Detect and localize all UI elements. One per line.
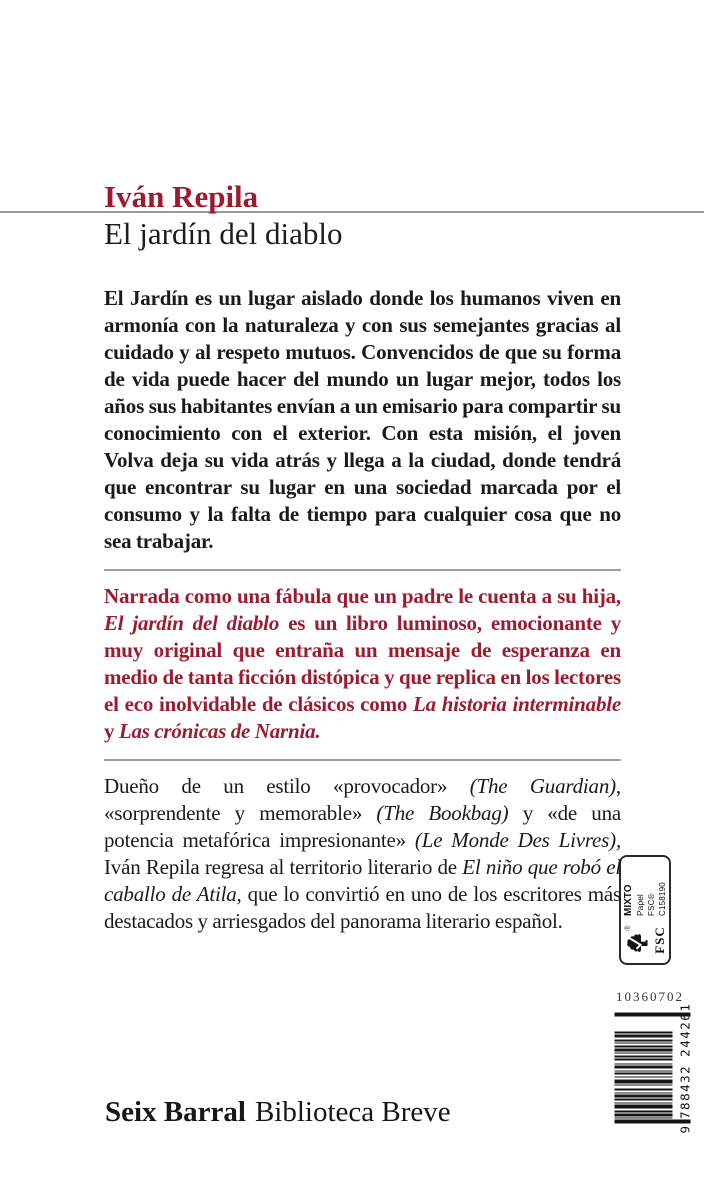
fsc-wordmark: FSC xyxy=(651,926,667,954)
publisher-footer xyxy=(105,1096,451,1129)
isbn-lead-digit: 9 xyxy=(677,1125,693,1134)
fsc-mix-label: MIXTO xyxy=(622,884,634,916)
barcode-bars xyxy=(615,1024,673,1124)
fsc-tree-checkmark-icon xyxy=(624,925,653,954)
blurb-paragraph: Narrada como una fábula que un padre le cuenta a su hija, El jardín del diablo es un libro luminoso, emocionante y muy original que entraña un mensaje de esperanza en medio de tanta ficción distópica y que replica en los lectores el eco inolvidable de clásicos como La historia interminable y Las crónicas de Narnia. xyxy=(104,584,622,743)
fsc-text-lines xyxy=(623,862,668,922)
press-reviews-paragraph: Dueño de un estilo «provocador» (The Guardian), «sorprendente y memorable» (The Bookbag) y «de una potencia metafórica impresionante» (Le Monde Des Livres), Iván Repila regresa al territorio literario de El niño que robó el caballo de Atila, que lo convirtió en uno de los escritores más destacados y arriesgados del panorama literario español. xyxy=(104,774,621,933)
blurb-divider-top xyxy=(104,569,621,571)
author-name: Iván Repila xyxy=(104,179,259,214)
blurb-divider-bottom xyxy=(104,759,621,761)
fsc-paper-label: Papel xyxy=(634,894,645,916)
print-code-number: 10360702 xyxy=(616,989,684,1004)
book-title: El jardín del diablo xyxy=(104,216,343,251)
fsc-certification-label xyxy=(619,855,671,965)
publisher-collection: Biblioteca Breve xyxy=(254,1096,451,1128)
text-column xyxy=(104,180,621,935)
registered-trademark-symbol: ® xyxy=(624,925,632,931)
isbn-number xyxy=(676,1002,693,1134)
fsc-logo xyxy=(625,922,666,958)
fsc-certificate-code: FSC® C158190 xyxy=(646,882,667,916)
isbn-group-1: 788432 xyxy=(677,1064,693,1119)
synopsis-paragraph: El Jardín es un lugar aislado donde los humanos viven en armonía con la naturaleza y con sus semejantes gracias al cuidado y al respeto mutuos. Convencidos de que su forma de vida puede hacer del mundo un lugar mejor, todos los años sus habitantes envían a un emisario para compartir su conocimiento con el exterior. Con esta misión, el joven Volva deja su vida atrás y llega a la ciudad, donde tendrá que encontrar su lugar en una sociedad marcada por el consumo y la falta de tiempo para cualquier cosa que no sea trabajar. xyxy=(104,286,621,553)
isbn-barcode xyxy=(615,1002,693,1134)
isbn-group-2: 244261 xyxy=(677,1002,693,1057)
publisher-imprint: Seix Barral xyxy=(105,1096,246,1128)
